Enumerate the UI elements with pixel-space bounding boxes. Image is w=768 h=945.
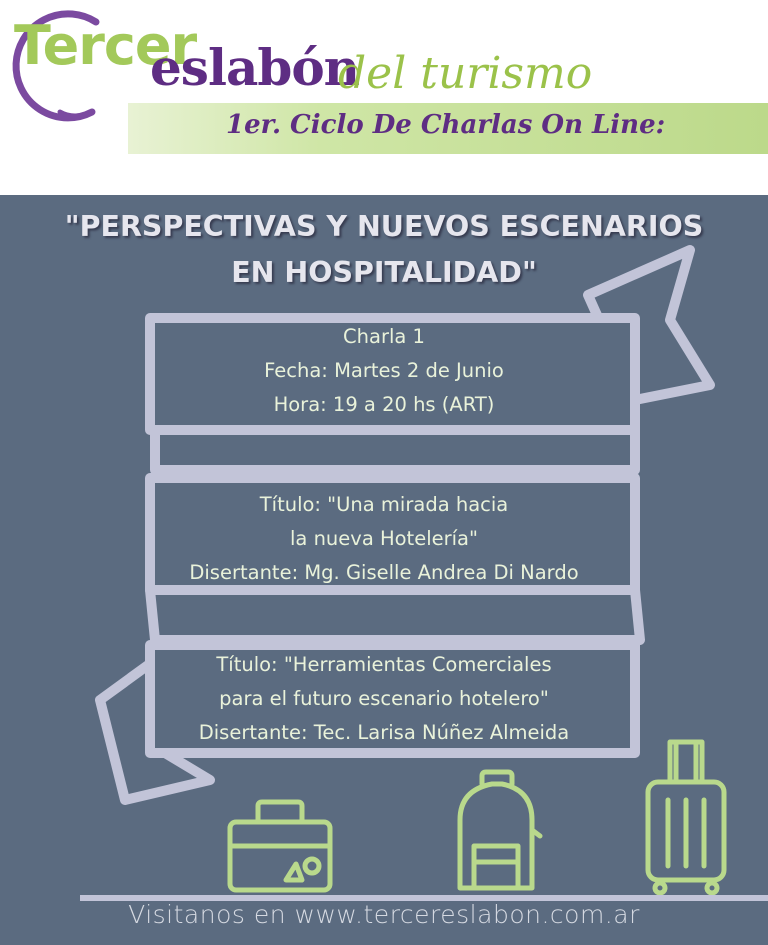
- logo-tercer: Tercer: [14, 14, 197, 77]
- logo-eslabon: eslabón: [150, 38, 360, 97]
- charla-number: Charla 1: [343, 325, 425, 348]
- talk-2-title-line-2: para el futuro escenario hotelero": [219, 687, 549, 710]
- briefcase-icon: [230, 802, 330, 890]
- talk-2-title-line-1: Título: "Herramientas Comerciales: [216, 653, 552, 676]
- backpack-icon: [460, 772, 540, 888]
- charla-date: Fecha: Martes 2 de Junio: [264, 359, 504, 382]
- talk-1-title-line-2: la nueva Hotelería": [290, 527, 478, 550]
- main-title-line-2: EN HOSPITALIDAD": [231, 256, 537, 289]
- suitcase-icon: [648, 742, 724, 893]
- footer-website: Visitanos en www.tercereslabon.com.ar: [128, 900, 640, 929]
- logo-del-turismo: del turismo: [338, 48, 593, 99]
- talk-1-speaker: Disertante: Mg. Giselle Andrea Di Nardo: [189, 561, 579, 584]
- charla-time: Hora: 19 a 20 hs (ART): [273, 393, 495, 416]
- main-title-line-1: "PERSPECTIVAS Y NUEVOS ESCENARIOS: [64, 210, 704, 243]
- talk-2-speaker: Disertante: Tec. Larisa Núñez Almeida: [198, 721, 570, 744]
- series-subtitle: 1er. Ciclo De Charlas On Line:: [226, 110, 666, 140]
- talk-1-title-line-1: Título: "Una mirada hacia: [259, 493, 509, 516]
